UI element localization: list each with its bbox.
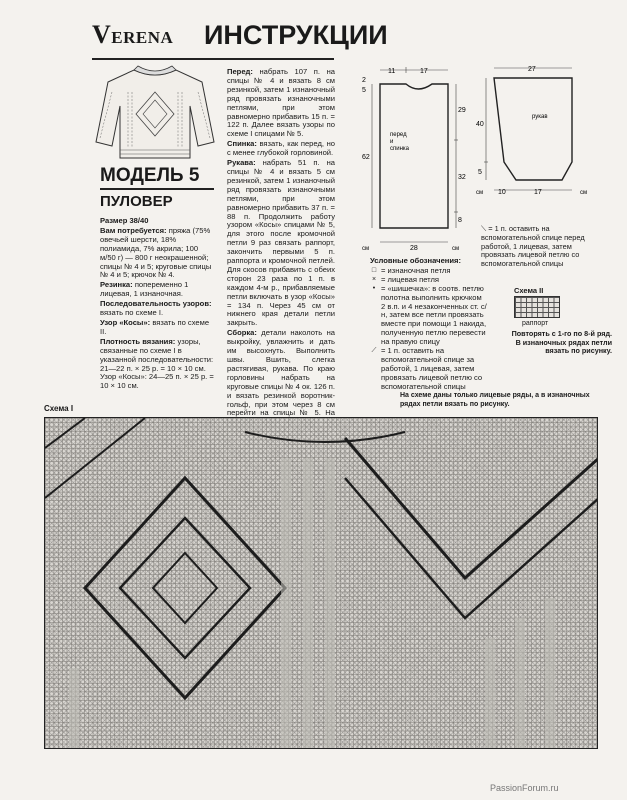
scheme2-instructions (508, 330, 612, 356)
scheme2-repeat: Повторять с 1-го по 8-й ряд. (511, 329, 612, 338)
cross-left-symbol-icon: ⟋ (371, 347, 377, 355)
materials-label: Вам потребуется: (100, 225, 167, 235)
brand-initial: V (92, 20, 112, 49)
scheme1-note: На схеме даны только лицевые ряды, а в изнаночных рядах петли вязать по рисунку. (400, 392, 590, 408)
scheme2-chart (514, 296, 560, 318)
cross-right-note (481, 225, 604, 269)
legend-item (370, 347, 488, 392)
sleeve-pattern-schematic (476, 62, 608, 198)
body-left-dim: 62 (362, 154, 370, 161)
scheme1-chart (44, 417, 598, 749)
sleeve-left-dim-1: 40 (476, 121, 484, 128)
body-top-dim-2: 17 (420, 68, 428, 75)
scheme2-label: Схема II (514, 286, 544, 295)
knit-symbol-icon: × (371, 275, 377, 283)
sleeve-unit-left: см (476, 190, 484, 196)
front-label: Перед: (227, 67, 253, 76)
gauge-label: Плотность вязания: (100, 336, 176, 346)
legend (370, 257, 488, 392)
sleeve-left-dim-2: 5 (478, 169, 482, 176)
cables-label: Узор «Косы»: (100, 317, 151, 327)
header-divider (92, 58, 334, 60)
body-label-3: спинка (390, 146, 410, 152)
front-text: набрать 107 п. на спицы № 4 и вязать 8 см резинкой, затем 1 изнаночный ряд провязать изнаночными петлями, при этом равномерно прибавить 15 п. = 122 п. Далее вязать узоры по схеме I спицами № 5. (227, 67, 335, 139)
body-top-left-a: 2 (362, 77, 366, 84)
model-title: МОДЕЛЬ 5 (100, 165, 200, 186)
garment-title: ПУЛОВЕР (100, 193, 173, 210)
legend-text: = «шишечка»: в соотв. петлю полотна выполнить крючком 2 в.п. и 4 незаконченных ст. с/н, затем все петли провязать вместе при помощи 1 накида, полученную петлю перевести на правую спицу (381, 283, 487, 347)
sequence-label: Последовательность узоров: (100, 299, 212, 309)
back-label: Спинка: (227, 139, 257, 149)
scheme1-label: Схема I (44, 404, 74, 413)
sleeve-top-dim: 27 (528, 66, 536, 73)
scheme2-purl-rows: В изнаночных рядах петли вязать по рисунку. (515, 337, 612, 355)
sequence-text: вязать по схеме I. (100, 308, 164, 318)
gauge-text: узоры, связанные по схеме I в указанной последовательности: 21—22 п. × 25 р. = 10 × 10 см. Узор «Косы»: 24—25 п. × 25 р. = 10 × 10 см. (100, 336, 214, 391)
sleeves-text: набрать 51 п. на спицы № 4 и вязать 5 см резинкой, затем 1 изнаночный ряд провязать изнаночными петлями, при этом равномерно прибавить 37 п. = 88 п. Продолжить работу узором «Косы» спицами № 5, для этого после кромочной петли 9 раз связать раппорт, закончить первыми 5 п. раппорта и кромочной петлей. Для скосов прибавить с обеих сторон 23 раза по 1 п. в каждом 4-м р., прибавляемые петли включать в узор «Косы» = 134 п. Через 45 см от нижнего края детали петли закрыть. (227, 158, 335, 328)
legend-item (370, 285, 488, 347)
body-top-left-b: 5 (362, 87, 366, 94)
bobble-symbol-icon: • (372, 284, 376, 292)
cross-right-text: = 1 п. оставить на вспомогательной спице перед работой, 1 лицевая, затем провязать лицевой петлю со вспомогательной спицы (481, 224, 585, 269)
cross-right-symbol: ⟍ (481, 224, 487, 233)
sweater-illustration (94, 62, 216, 162)
size-text: Размер 38/40 (100, 216, 149, 225)
sleeves-label: Рукава: (227, 158, 256, 168)
body-label-2: и (390, 139, 394, 145)
scheme1-motif (45, 418, 598, 749)
sleeve-unit-right: см (580, 190, 588, 196)
assembly-label: Сборка: (227, 328, 257, 338)
body-pattern-schematic (360, 64, 470, 254)
sleeve-label: рукав (532, 114, 548, 120)
materials-text: пряжа (75% овечьей шерсти, 18% полиамида, 7% акрила; 100 м/50 г) — 800 г неокрашенной; спицы № 4 и 5; круговые спицы № 4 и 5; крючок № 4. (100, 225, 212, 280)
body-right-dim-3: 8 (458, 217, 462, 224)
back-text: вязать, как перед, но с менее глубокой горловиной. (227, 139, 335, 158)
body-right-dim-2: 32 (458, 174, 466, 181)
section-title: ИНСТРУКЦИИ (204, 20, 388, 50)
watermark: PassionForum.ru (490, 783, 559, 793)
legend-text: = 1 п. оставить на вспомогательной спице за работой, 1 лицевая, затем провязать лицевой петлю со вспомогательной спицы (381, 346, 483, 391)
brand-rest: ERENA (111, 28, 174, 47)
rib-label: Резинка: (100, 280, 133, 290)
legend-text: = изнаночная петля (381, 265, 451, 275)
brand-logo (92, 20, 173, 50)
body-label-1: перед (390, 132, 407, 138)
middle-column (227, 68, 335, 428)
rib-text: попеременно 1 лицевая, 1 изнаночная. (100, 280, 189, 299)
body-bottom-dim: 28 (410, 245, 418, 252)
left-column (100, 217, 214, 392)
scheme2-rapport-label: раппорт (522, 320, 549, 327)
cables-text: вязать по схеме II. (100, 317, 210, 336)
body-top-dim-1: 11 (388, 68, 396, 75)
legend-text: = лицевая петля (381, 274, 440, 284)
legend-title: Условные обозначения: (370, 256, 462, 265)
sleeve-bottom-dim-1: 10 (498, 189, 506, 196)
assembly-text: детали наколоть на выкройку, увлажнить и дать им высохнуть. Выполнить швы. Вшить, слегка растягивая, рукава. По краю горловины набрать на круговые спицы № 4 ок. 126 п. и вязать резинкой воротник-гольф, при этом через 8 см перейти на спицы № 5. На (227, 328, 335, 418)
body-right-dim-1: 29 (458, 107, 466, 114)
model-divider (100, 188, 214, 190)
sleeve-bottom-dim-2: 17 (534, 189, 542, 196)
purl-symbol-icon: □ (371, 266, 377, 274)
body-unit-right: см (452, 246, 460, 252)
body-unit-left: см (362, 246, 370, 252)
